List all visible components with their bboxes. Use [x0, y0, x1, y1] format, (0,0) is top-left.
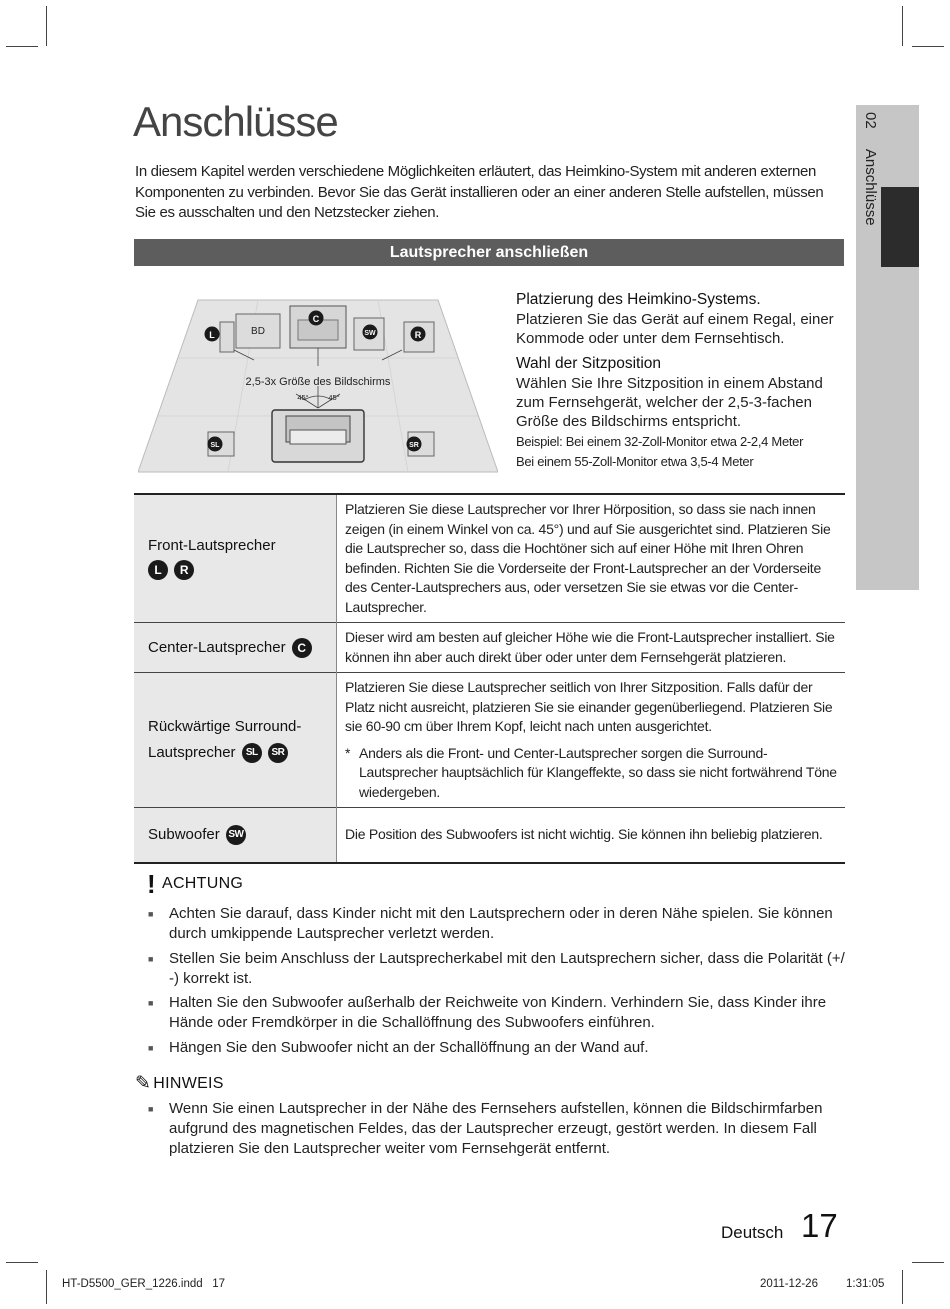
placement-text: Platzieren Sie das Gerät auf einem Regal, einer Kommode oder unter dem Fernsehtisch.	[516, 311, 834, 347]
listening-sofa	[272, 410, 364, 462]
slug-time: 1:31:05	[846, 1278, 885, 1290]
surround-note-text: Anders als die Front- und Center-Lautsprecher sorgen die Surround-Lautsprecher hauptsächlich für Klangeffekte, so dass sie nicht fortwährend Töne wiedergeben.	[359, 744, 837, 800]
badge-sl: SL	[210, 442, 220, 449]
placement-heading: Platzierung des Heimkino-Systems.	[516, 291, 761, 308]
note-title	[135, 1072, 224, 1095]
caution-title	[147, 869, 244, 899]
bullet-square-icon: ■	[148, 998, 154, 1008]
table-row	[134, 623, 845, 673]
caution-title-text: ACHTUNG	[161, 875, 244, 892]
crop-mark	[6, 46, 38, 47]
placement-info	[516, 290, 846, 471]
badge-r: R	[174, 560, 194, 580]
example-line-2: Bei einem 55-Zoll-Monitor etwa 3,5-4 Meter	[516, 454, 754, 469]
crop-mark	[902, 6, 903, 46]
footer-language: Deutsch	[721, 1223, 784, 1242]
angle-left-label: 45°	[297, 393, 309, 402]
list-item: ■ Halten Sie den Subwoofer außerhalb der Reichweite von Kindern. Verhindern Sie, dass Kinder ihre Hände oder Fremdkörper in die Schallöffnung des Subwoofers einführen.	[148, 994, 827, 1031]
badge-sw: SW	[364, 330, 376, 337]
speaker-placement-diagram	[138, 296, 498, 476]
slug-date: 2011-12-26	[760, 1278, 818, 1290]
crop-mark	[46, 6, 47, 46]
list-item: ■ Achten Sie darauf, dass Kinder nicht mit den Lautsprechern oder in deren Nähe spielen. Sie können durch umkippende Lautsprecher verletzt werden.	[148, 905, 833, 942]
badge-r: R	[414, 330, 422, 340]
row-label	[134, 623, 337, 673]
crop-mark	[912, 1262, 944, 1263]
badge-sr: SR	[409, 442, 419, 449]
center-speaker-label: Center-Lautsprecher	[148, 638, 286, 656]
slug-file: HT-D5500_GER_1226.indd 17	[62, 1278, 226, 1290]
badge-l: L	[148, 560, 168, 580]
front-speaker-desc: Platzieren Sie diese Lautsprecher vor Ihrer Hörposition, so dass sie nach innen zeigen (in einem Winkel von ca. 45°) und auf Sie ausgerichtet sind. Platzieren Sie die Lautsprecher so, dass die Hochtöner sich auf einer Höhe mit Ihren Ohren befinden. Richten Sie die Vorderseite der Front-Lautsprecher an der Vorderseite des Center-Lautsprechers aus, oder versetzen Sie sie etwas vor die Center-Lautsprecher.	[337, 494, 846, 623]
seating-text: Wählen Sie Ihre Sitzposition in einem Abstand zum Fernsehgerät, welcher der 2,5-3-fachen Größe des Bildschirms entspricht.	[516, 375, 823, 430]
badge-sr: SR	[268, 743, 288, 763]
row-label	[134, 808, 337, 864]
bullet-square-icon: ■	[148, 953, 154, 964]
intro-paragraph: In diesem Kapitel werden verschiedene Möglichkeiten erläutert, das Heimkino-System mit anderen externen Komponenten zu verbinden. Bevor Sie das Gerät installieren oder an einer anderen Stelle aufstellen, müssen Sie es ausschalten und den Netzstecker ziehen.	[135, 163, 824, 221]
crop-mark	[902, 1270, 903, 1304]
bd-label: BD	[251, 326, 265, 337]
section-heading: Lautsprecher anschließen	[134, 239, 844, 266]
example-line-1: Beispiel: Bei einem 32-Zoll-Monitor etwa 2-2,4 Meter	[516, 434, 804, 449]
crop-mark	[6, 1262, 38, 1263]
badge-sw: SW	[226, 825, 246, 845]
chapter-tab-marker	[881, 187, 919, 267]
row-label	[134, 494, 337, 623]
note-mark: *	[345, 744, 351, 761]
table-row	[134, 673, 845, 808]
subwoofer-label: Subwoofer	[148, 825, 220, 843]
front-speaker-label: Front-Lautsprecher	[148, 537, 276, 554]
chapter-tab-label	[857, 112, 879, 226]
center-speaker-desc: Dieser wird am besten auf gleicher Höhe wie die Front-Lautsprecher installiert. Sie können ihn aber auch direkt über oder unter dem Fernsehgerät platzieren.	[337, 623, 846, 673]
surround-desc-cell	[337, 673, 846, 808]
badge-c: C	[312, 314, 320, 324]
angle-right-label: 45°	[328, 393, 340, 402]
surround-note	[345, 744, 837, 803]
exclamation-icon: !	[147, 869, 156, 899]
row-label	[134, 673, 337, 808]
crop-mark	[912, 46, 944, 47]
surround-desc: Platzieren Sie diese Lautsprecher seitlich von Ihrer Sitzposition. Falls dafür der Platz nicht ausreicht, platzieren Sie sie einander gegenüberliegend. Platzieren Sie sie 60-90 cm über Ihrem Kopf, leicht nach unten ausgerichtet.	[345, 679, 833, 734]
speaker-table	[134, 493, 845, 864]
page-title: Anschlüsse	[133, 98, 338, 145]
badge-c: C	[292, 638, 312, 658]
list-item: ■ Wenn Sie einen Lautsprecher in der Nähe des Fernsehers aufstellen, können die Bildschirmfarben aufgrund des magnetischen Feldes, das der Lautsprecher erzeugt, gestört werden. In diesem Fall platzieren Sie den Lautsprecher weiter vom Fernsehgerät entfernt.	[148, 1100, 823, 1157]
surround-label-line1: Rückwärtige Surround-	[148, 718, 302, 735]
list-item: ■ Stellen Sie beim Anschluss der Lautsprecherkabel mit den Lautsprechern sicher, dass die Polarität (+/ -) korrekt ist.	[148, 949, 845, 987]
page-number: 17	[801, 1207, 838, 1244]
pencil-icon: ✎	[135, 1073, 152, 1094]
bullet-square-icon: ■	[148, 1042, 154, 1053]
seating-heading: Wahl der Sitzposition	[516, 355, 662, 372]
bullet-square-icon: ■	[148, 909, 154, 919]
table-row	[134, 808, 845, 864]
distance-label: 2,5-3x Größe des Bildschirms	[245, 376, 391, 388]
note-title-text: HINWEIS	[153, 1074, 224, 1092]
badge-l: L	[209, 330, 215, 340]
front-left-speaker	[220, 322, 234, 352]
chapter-name: Anschlüsse	[862, 148, 879, 226]
crop-mark	[46, 1270, 47, 1304]
subwoofer-desc: Die Position des Subwoofers ist nicht wichtig. Sie können ihn beliebig platzieren.	[337, 808, 846, 864]
table-row	[134, 494, 845, 623]
bullet-square-icon: ■	[148, 1104, 154, 1114]
surround-label-line2: Lautsprecher	[148, 744, 236, 761]
chapter-number: 02	[862, 112, 879, 129]
badge-sl: SL	[242, 743, 262, 763]
list-item: ■ Hängen Sie den Subwoofer nicht an der Schallöffnung an der Wand auf.	[148, 1038, 649, 1056]
note-list	[148, 1099, 848, 1164]
caution-list	[148, 904, 848, 1062]
